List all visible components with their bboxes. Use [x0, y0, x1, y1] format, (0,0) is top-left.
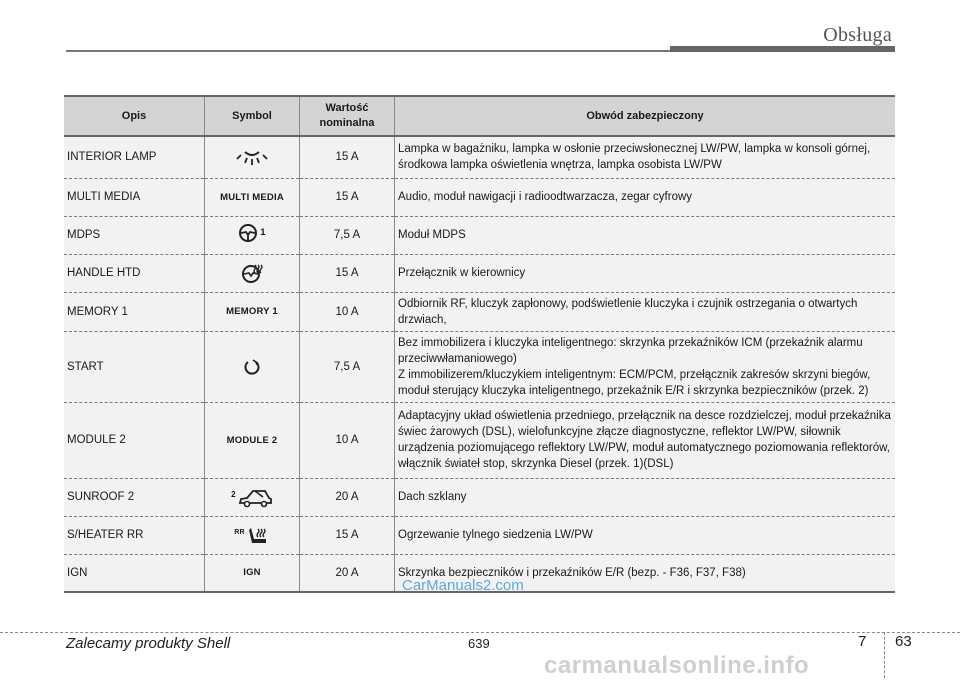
table-header-row [64, 96, 895, 136]
fuse-table [64, 95, 895, 593]
fuse-name: SUNROOF 2 [64, 478, 205, 516]
fuse-value: 15 A [300, 178, 395, 216]
footer-center-number: 639 [468, 636, 490, 651]
fuse-value: 7,5 A [300, 216, 395, 254]
page-number: 63 [895, 633, 912, 650]
fuse-symbol-label: MEMORY 1 [226, 306, 278, 317]
fuse-circuit: Przełącznik w kierownicy [395, 254, 896, 292]
fuse-name: START [64, 331, 205, 402]
fuse-symbol [205, 331, 300, 402]
table-row [64, 478, 895, 516]
fuse-symbol [205, 402, 300, 478]
steering-wheel-icon [238, 223, 258, 243]
fuse-value: 20 A [300, 478, 395, 516]
fuse-name: INTERIOR LAMP [64, 136, 205, 178]
column-header-value: Wartość nominalna [300, 96, 395, 136]
fuse-value: 20 A [300, 554, 395, 592]
fuse-name: MULTI MEDIA [64, 178, 205, 216]
table-row [64, 216, 895, 254]
footer-divider [884, 632, 885, 678]
heated-steering-wheel-icon [240, 262, 264, 284]
fuse-name: MDPS [64, 216, 205, 254]
fuse-circuit: Odbiornik RF, kluczyk zapłonowy, podświetlenie kluczyka i czujnik ostrzegania o otwartych drzwiach, [395, 292, 896, 331]
fuse-circuit: Adaptacyjny układ oświetlenia przedniego, przełącznik na desce rozdzielczej, moduł przekaźnika świec żarowych (DSL), wielofunkcyjne złącze diagnostyczne, reflektor LW/PW, siłownik urządzenia poziomującego reflektory LW/PW, moduł automatycznego poziomowania reflektorów, włącznik świateł stop, skrzynka Diesel (przek. 1)(DSL) [395, 402, 896, 478]
fuse-symbol-label: 2 [231, 489, 236, 499]
footer-brand-text: Zalecamy produkty Shell [66, 635, 231, 652]
column-header-circuit: Obwód zabezpieczony [395, 96, 896, 136]
column-header-opis: Opis [64, 96, 205, 136]
fuse-symbol [205, 216, 300, 254]
fuse-symbol [205, 136, 300, 178]
fuse-circuit: Lampka w bagażniku, lampka w osłonie przeciwsłonecznej LW/PW, lampka w konsoli górnej, środkowa lampka oświetlenia wnętrza, lampka osobista LW/PW [395, 136, 896, 178]
header-rule [66, 50, 670, 52]
fuse-symbol [205, 254, 300, 292]
fuse-symbol [205, 178, 300, 216]
fuse-value: 7,5 A [300, 331, 395, 402]
column-header-symbol: Symbol [205, 96, 300, 136]
fuse-symbol [205, 292, 300, 331]
header-rule-accent [670, 46, 895, 52]
fuse-symbol-label: MODULE 2 [226, 434, 278, 446]
start-icon [242, 357, 262, 377]
table-row [64, 292, 895, 331]
fuse-symbol-label: IGN [243, 567, 261, 579]
table-row [64, 136, 895, 178]
fuse-symbol [205, 516, 300, 554]
fuse-name: S/HEATER RR [64, 516, 205, 554]
site-watermark: carmanualsonline.info [544, 652, 810, 679]
fuse-symbol-label: RR [234, 529, 245, 536]
fuse-circuit: Dach szklany [395, 478, 896, 516]
fuse-circuit: Audio, moduł nawigacji i radioodtwarzacza, zegar cyfrowy [395, 178, 896, 216]
footer-rule [0, 632, 960, 633]
section-title: Obsługa [823, 24, 892, 46]
fuse-symbol [205, 478, 300, 516]
sunroof-icon [237, 487, 273, 509]
fuse-symbol-label: MULTI MEDIA [220, 191, 284, 203]
table-row [64, 254, 895, 292]
table-row [64, 178, 895, 216]
rear-seat-heater-icon [246, 525, 270, 547]
fuse-circuit: Skrzynka bezpieczników i przekaźników E/R (bezp. - F36, F37, F38) [395, 554, 896, 592]
fuse-name: MEMORY 1 [64, 292, 205, 331]
table-row [64, 331, 895, 402]
watermark-link[interactable]: CarManuals2.com [402, 577, 524, 594]
fuse-circuit: Moduł MDPS [395, 216, 896, 254]
fuse-name: MODULE 2 [64, 402, 205, 478]
fuse-symbol [205, 554, 300, 592]
fuse-name: HANDLE HTD [64, 254, 205, 292]
fuse-value: 15 A [300, 136, 395, 178]
fuse-name: IGN [64, 554, 205, 592]
interior-lamp-icon [234, 146, 270, 168]
table-row [64, 402, 895, 478]
table-row [64, 516, 895, 554]
fuse-circuit: Bez immobilizera i kluczyka inteligentnego: skrzynka przekaźników ICM (przekaźnik alarmu przeciwwłamaniowego) Z immobilizerem/kluczykiem inteligentnym: ECM/PCM, przełącznik zakresów skrzyni biegów, moduł sterujący kluczyka inteligentnego, przekaźnik E/R i skrzynka bezpieczników (przek. 2) [395, 331, 896, 402]
fuse-value: 10 A [300, 292, 395, 331]
fuse-circuit: Ogrzewanie tylnego siedzenia LW/PW [395, 516, 896, 554]
fuse-value: 10 A [300, 402, 395, 478]
fuse-value: 15 A [300, 516, 395, 554]
fuse-value: 15 A [300, 254, 395, 292]
fuse-symbol-label: 1 [260, 226, 266, 238]
chapter-number: 7 [858, 633, 867, 650]
